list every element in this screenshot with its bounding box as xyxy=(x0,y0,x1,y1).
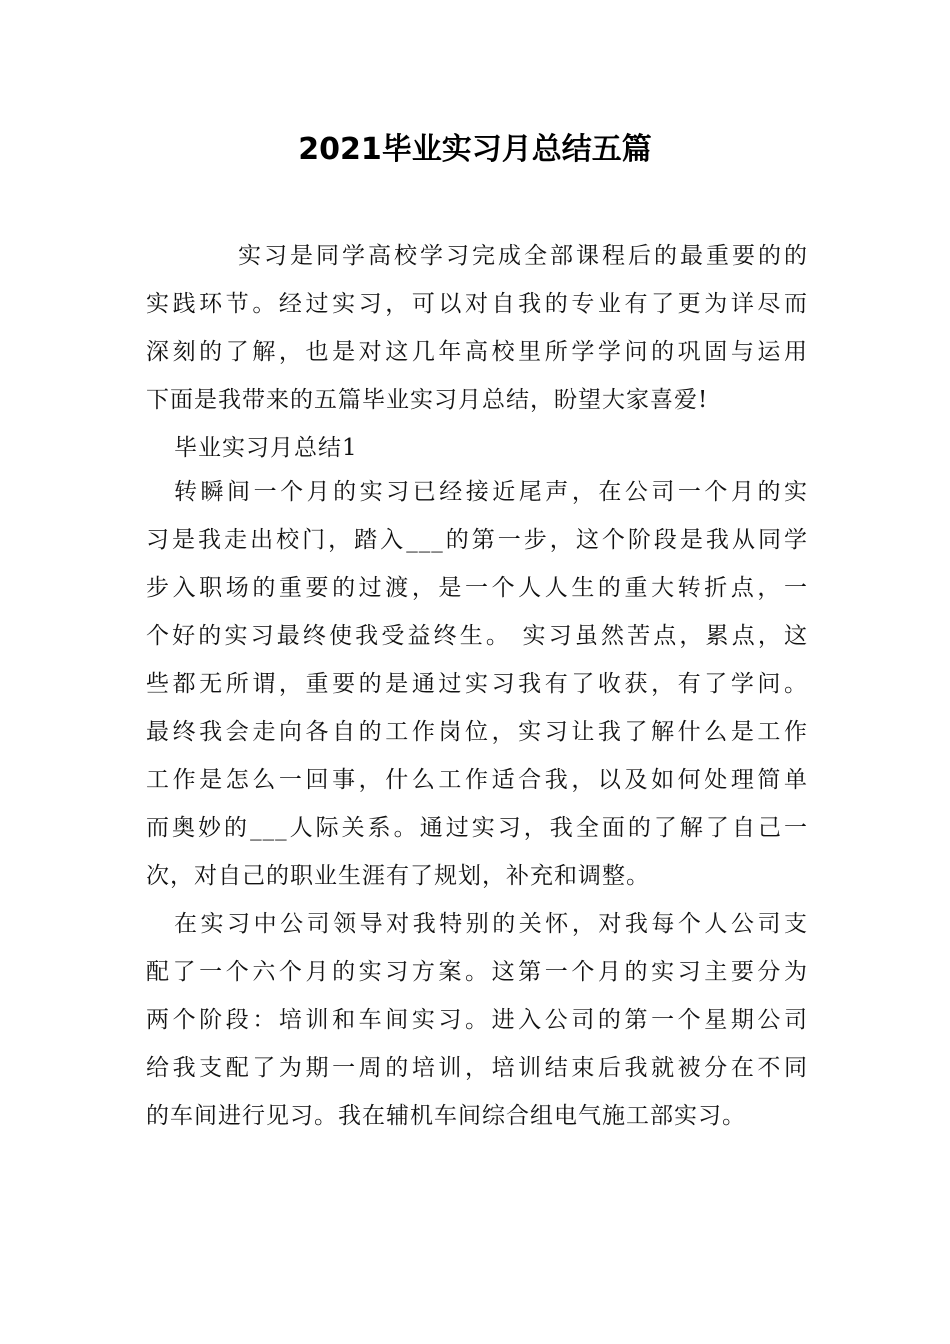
text-line: 次，对自己的职业生涯有了规划，补充和调整。 xyxy=(146,863,650,889)
text-line: 而奥妙的___人际关系。通过实习，我全面的了解了自己一 xyxy=(146,815,808,841)
text-line: 配了一个六个月的实习方案。这第一个月的实习主要分为 xyxy=(146,959,808,985)
text-line: 些都无所谓，重要的是通过实习我有了收获，有了学问。 xyxy=(146,671,808,697)
text-line: 步入职场的重要的过渡，是一个人人生的重大转折点，一 xyxy=(146,575,808,601)
section-heading: 毕业实习月总结1 xyxy=(174,435,358,461)
text-line: 两个阶段：培训和车间实习。进入公司的第一个星期公司 xyxy=(146,1007,808,1033)
text-line: 实践环节。经过实习，可以对自我的专业有了更为详尽而 xyxy=(146,291,808,317)
text-line: 最终我会走向各自的工作岗位，实习让我了解什么是工作 xyxy=(146,719,808,745)
text-line: 深刻的了解，也是对这几年高校里所学学问的巩固与运用 xyxy=(146,339,808,365)
text-line: 的车间进行见习。我在辅机车间综合组电气施工部实习。 xyxy=(146,1103,746,1129)
text-line: 给我支配了为期一周的培训，培训结束后我就被分在不同 xyxy=(146,1055,808,1081)
document-body xyxy=(146,238,808,1146)
text-line: 工作是怎么一回事，什么工作适合我，以及如何处理简单 xyxy=(146,767,808,793)
text-line: 实习是同学高校学习完成全部课程后的最重要的的 xyxy=(238,243,808,269)
text-line: 在实习中公司领导对我特别的关怀，对我每个人公司支 xyxy=(174,911,808,937)
document-title: 2021毕业实习月总结五篇 xyxy=(298,132,652,167)
text-line: 习是我走出校门，踏入___的第一步，这个阶段是我从同学 xyxy=(146,527,808,553)
text-line: 下面是我带来的五篇毕业实习月总结，盼望大家喜爱! xyxy=(146,387,709,413)
text-line: 转瞬间一个月的实习已经接近尾声，在公司一个月的实 xyxy=(174,479,808,505)
text-line: 个好的实习最终使我受益终生。 实习虽然苦点，累点，这 xyxy=(146,623,808,649)
